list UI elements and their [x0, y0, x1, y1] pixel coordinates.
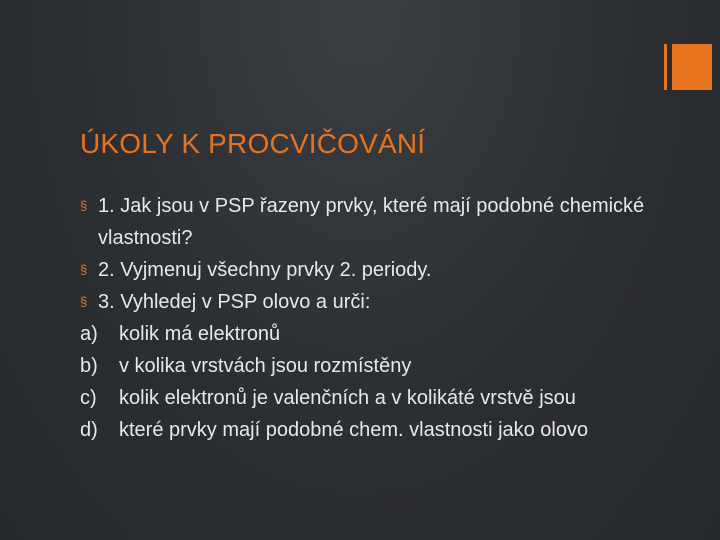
- list-item-text: 2. Vyjmenuj všechny prvky 2. periody.: [98, 259, 432, 281]
- list-item-marker: a): [80, 323, 98, 345]
- list-item: [80, 318, 660, 350]
- list-item: [80, 382, 660, 414]
- list-item-text: kolik elektronů je valenčních a v kolikáté vrstvě jsou: [119, 387, 576, 409]
- list-item: [80, 414, 660, 446]
- slide-content: [80, 190, 660, 446]
- slide-title: ÚKOLY K PROCVIČOVÁNÍ: [80, 128, 426, 159]
- list-item-marker: d): [80, 419, 98, 441]
- list-item: [80, 350, 660, 382]
- bullet-icon: §: [80, 198, 88, 213]
- list-item: [80, 254, 660, 286]
- list-item-text: které prvky mají podobné chem. vlastnosti jako olovo: [119, 419, 589, 441]
- accent-bar-thin: [664, 44, 667, 90]
- list-item-marker: b): [80, 355, 98, 377]
- list-item-text: 1. Jak jsou v PSP řazeny prvky, které mají podobné chemické vlastnosti?: [98, 195, 645, 249]
- list-item: [80, 286, 660, 318]
- accent-bar-thick: [672, 44, 712, 90]
- bullet-icon: §: [80, 262, 88, 277]
- bullet-icon: §: [80, 294, 88, 309]
- list-item-text: 3. Vyhledej v PSP olovo a urči:: [98, 291, 371, 313]
- list-item-marker: c): [80, 387, 97, 409]
- list-item-text: v kolika vrstvách jsou rozmístěny: [119, 355, 412, 377]
- list-item-text: kolik má elektronů: [119, 323, 281, 345]
- list-item: [80, 190, 660, 254]
